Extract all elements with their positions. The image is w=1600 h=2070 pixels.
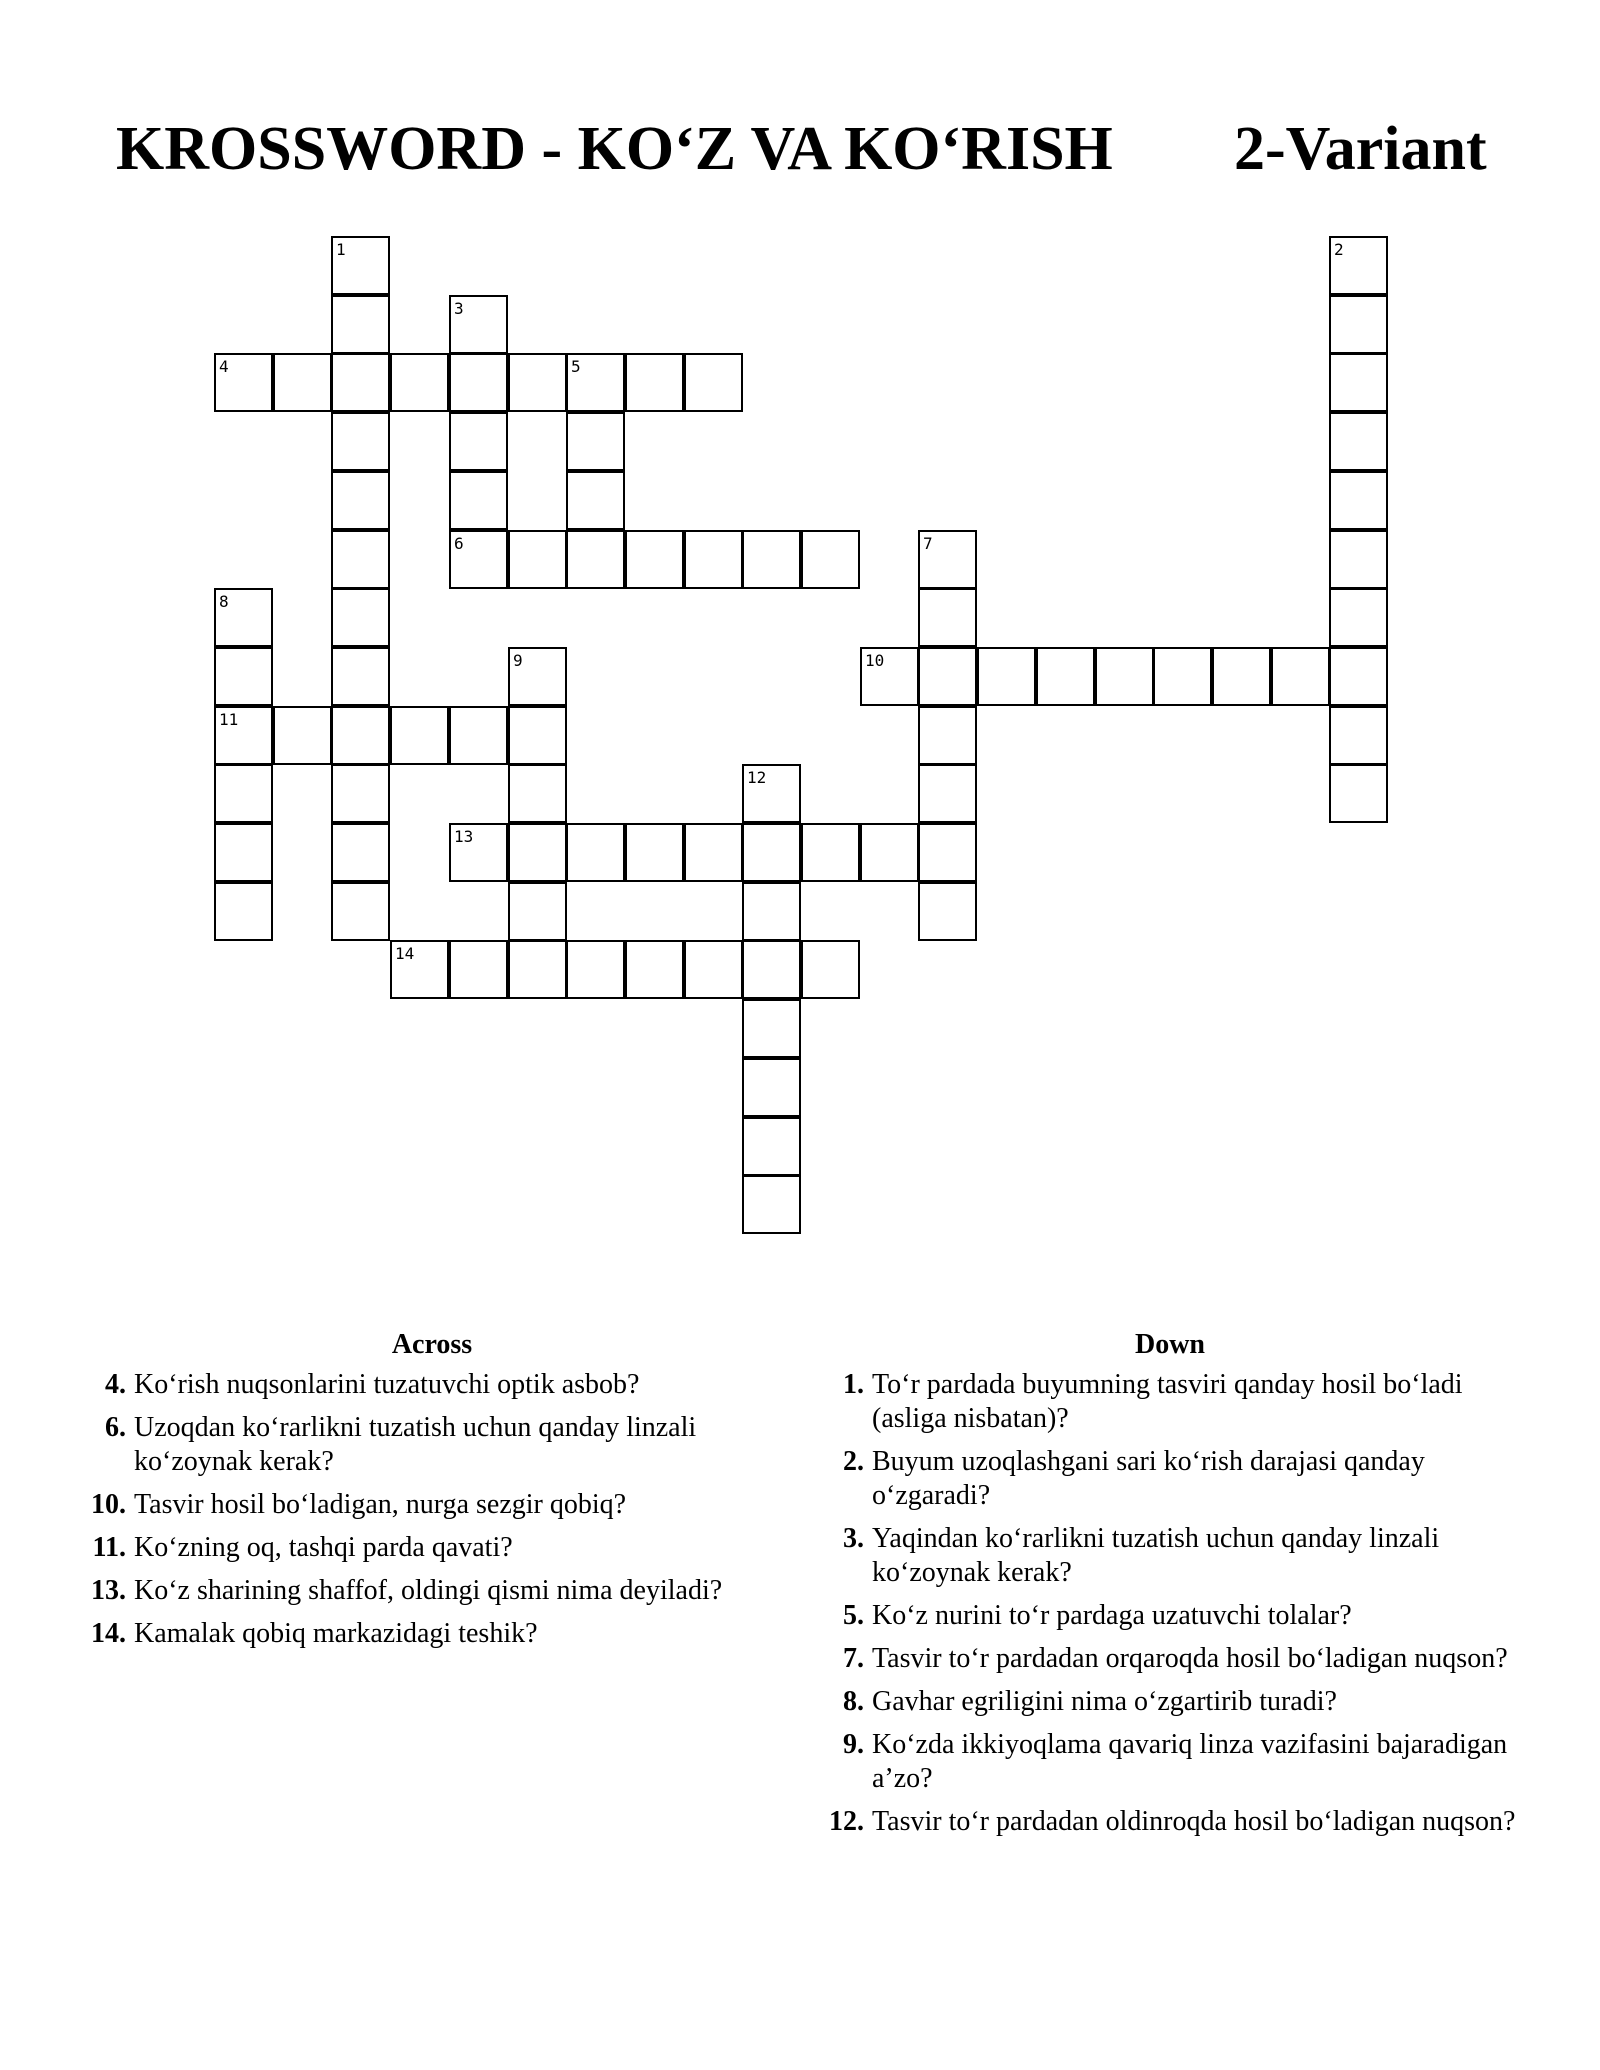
- clue-number: 5.: [843, 1600, 864, 1631]
- grid-cell[interactable]: [566, 530, 625, 589]
- grid-cell[interactable]: [508, 353, 567, 412]
- grid-cell[interactable]: [390, 353, 449, 412]
- grid-cell[interactable]: [273, 706, 332, 765]
- clue-number: 12.: [829, 1806, 864, 1837]
- grid-cell[interactable]: [801, 823, 860, 882]
- grid-cell[interactable]: [918, 882, 977, 941]
- grid-cell[interactable]: [1329, 764, 1388, 823]
- grid-cell[interactable]: [977, 647, 1036, 706]
- clue-number-label: 1: [336, 240, 346, 259]
- clue-item: [820, 1522, 1520, 1590]
- clue-number-label: 2: [1334, 240, 1344, 259]
- clue-text: Buyum uzoqlashgani sari ko‘rish darajasi qanday o‘zgaradi?: [872, 1446, 1425, 1511]
- grid-cell[interactable]: [331, 823, 390, 882]
- clue-text: To‘r pardada buyumning tasviri qanday hosil bo‘ladi (asliga nisbatan)?: [872, 1369, 1463, 1434]
- grid-cell[interactable]: [742, 530, 801, 589]
- grid-cell[interactable]: [625, 353, 684, 412]
- clue-item: [820, 1642, 1520, 1676]
- clue-text: Gavhar egriligini nima o‘zgartirib turadi?: [872, 1686, 1337, 1717]
- grid-cell[interactable]: [566, 940, 625, 999]
- grid-cell[interactable]: [508, 706, 567, 765]
- clue-number: 4.: [105, 1369, 126, 1400]
- grid-cell[interactable]: [684, 353, 743, 412]
- grid-cell[interactable]: [918, 706, 977, 765]
- grid-cell[interactable]: [214, 823, 273, 882]
- grid-cell[interactable]: [918, 764, 977, 823]
- grid-cell[interactable]: [331, 412, 390, 471]
- grid-cell[interactable]: [1329, 236, 1388, 295]
- across-clues: [82, 1328, 782, 1660]
- grid-cell[interactable]: [331, 588, 390, 647]
- page-title: KROSSWORD - KO‘Z VA KO‘RISH: [116, 115, 1113, 183]
- clue-number-label: 4: [219, 357, 229, 376]
- clue-item: [820, 1685, 1520, 1719]
- grid-cell[interactable]: [860, 823, 919, 882]
- grid-cell[interactable]: [449, 940, 508, 999]
- grid-cell[interactable]: [918, 530, 977, 589]
- clue-number-label: 3: [454, 299, 464, 318]
- grid-cell[interactable]: [331, 764, 390, 823]
- grid-cell[interactable]: [625, 823, 684, 882]
- grid-cell[interactable]: [331, 295, 390, 354]
- across-heading: Across: [391, 1329, 473, 1360]
- clue-number: 10.: [91, 1489, 126, 1520]
- grid-cell[interactable]: [331, 236, 390, 295]
- clue-number: 3.: [843, 1523, 864, 1554]
- clue-text: Kamalak qobiq markazidagi teshik?: [134, 1618, 538, 1649]
- grid-cell[interactable]: [742, 999, 801, 1058]
- clue-text: Yaqindan ko‘rarlikni tuzatish uchun qanday linzali ko‘zoynak kerak?: [872, 1523, 1440, 1588]
- clue-number: 14.: [91, 1618, 126, 1649]
- grid-cell[interactable]: [331, 706, 390, 765]
- grid-cell[interactable]: [1329, 471, 1388, 530]
- clue-number: 8.: [843, 1686, 864, 1717]
- grid-cell[interactable]: [508, 647, 567, 706]
- clue-item: [820, 1368, 1520, 1436]
- clue-number-label: 6: [454, 534, 464, 553]
- clue-item: [820, 1445, 1520, 1513]
- clue-number: 2.: [843, 1446, 864, 1477]
- grid-cell[interactable]: [1212, 647, 1271, 706]
- clue-number: 13.: [91, 1575, 126, 1606]
- variant-label: 2-Variant: [1234, 115, 1487, 183]
- clue-text: Tasvir to‘r pardadan oldinroqda hosil bo‘ladigan nuqson?: [872, 1806, 1516, 1837]
- clue-text: Ko‘z sharining shaffof, oldingi qismi nima deyiladi?: [134, 1575, 723, 1606]
- clue-item: [82, 1531, 782, 1565]
- down-heading: Down: [1134, 1329, 1205, 1360]
- grid-cell[interactable]: [331, 471, 390, 530]
- grid-cell[interactable]: [1329, 295, 1388, 354]
- grid-cell[interactable]: [214, 588, 273, 647]
- grid-cell[interactable]: [449, 295, 508, 354]
- grid-cell[interactable]: [1329, 530, 1388, 589]
- grid-cell[interactable]: [1329, 647, 1388, 706]
- clue-number: 6.: [105, 1412, 126, 1443]
- clue-text: Tasvir to‘r pardadan orqaroqda hosil bo‘ladigan nuqson?: [872, 1643, 1508, 1674]
- clue-item: [82, 1488, 782, 1522]
- grid-cell[interactable]: [1329, 412, 1388, 471]
- clue-item: [820, 1728, 1520, 1796]
- grid-cell[interactable]: [449, 823, 508, 882]
- clue-item: [82, 1411, 782, 1479]
- grid-cell[interactable]: [449, 412, 508, 471]
- clue-number-label: 14: [395, 944, 415, 963]
- down-clues: [820, 1328, 1520, 1848]
- grid-cell[interactable]: [1153, 647, 1212, 706]
- grid-cell[interactable]: [331, 647, 390, 706]
- grid-cell[interactable]: [742, 940, 801, 999]
- grid-cell[interactable]: [566, 353, 625, 412]
- clue-number-label: 10: [865, 651, 885, 670]
- grid-cell[interactable]: [273, 353, 332, 412]
- clue-number: 7.: [843, 1643, 864, 1674]
- grid-cell[interactable]: [214, 647, 273, 706]
- grid-cell[interactable]: [566, 471, 625, 530]
- grid-cell[interactable]: [390, 706, 449, 765]
- grid-cell[interactable]: [918, 647, 977, 706]
- grid-cell[interactable]: [742, 1175, 801, 1234]
- grid-cell[interactable]: [508, 530, 567, 589]
- clue-text: Uzoqdan ko‘rarlikni tuzatish uchun qanday linzali ko‘zoynak kerak?: [134, 1412, 697, 1477]
- grid-cell[interactable]: [684, 940, 743, 999]
- grid-cell[interactable]: [566, 412, 625, 471]
- clue-number: 9.: [843, 1729, 864, 1760]
- grid-cell[interactable]: [449, 530, 508, 589]
- grid-cell[interactable]: [684, 530, 743, 589]
- grid-cell[interactable]: [742, 882, 801, 941]
- grid-cell[interactable]: [331, 353, 390, 412]
- grid-cell[interactable]: [742, 1117, 801, 1176]
- clue-number-label: 13: [454, 827, 474, 846]
- grid-cell[interactable]: [508, 940, 567, 999]
- grid-cell[interactable]: [742, 823, 801, 882]
- grid-cell[interactable]: [508, 882, 567, 941]
- grid-cell[interactable]: [684, 823, 743, 882]
- clue-item: [82, 1368, 782, 1402]
- clue-number: 11.: [92, 1532, 126, 1563]
- grid-cell[interactable]: [331, 882, 390, 941]
- clue-item: [82, 1617, 782, 1651]
- grid-cell[interactable]: [742, 764, 801, 823]
- clue-number-label: 5: [571, 357, 581, 376]
- grid-cell[interactable]: [918, 588, 977, 647]
- grid-cell[interactable]: [625, 940, 684, 999]
- grid-cell[interactable]: [214, 706, 273, 765]
- grid-cell[interactable]: [449, 353, 508, 412]
- grid-cell[interactable]: [742, 1058, 801, 1117]
- grid-cell[interactable]: [1036, 647, 1095, 706]
- grid-cell[interactable]: [390, 940, 449, 999]
- clue-number: 1.: [843, 1369, 864, 1400]
- grid-cell[interactable]: [801, 530, 860, 589]
- clue-number-label: 11: [219, 710, 239, 729]
- grid-cell[interactable]: [214, 353, 273, 412]
- clue-text: Ko‘zning oq, tashqi parda qavati?: [134, 1532, 513, 1563]
- grid-cell[interactable]: [625, 530, 684, 589]
- grid-cell[interactable]: [331, 530, 390, 589]
- clue-number-label: 12: [747, 768, 767, 787]
- grid-cell[interactable]: [508, 764, 567, 823]
- clue-text: Ko‘z nurini to‘r pardaga uzatuvchi tolalar?: [872, 1600, 1352, 1631]
- grid-cell[interactable]: [508, 823, 567, 882]
- grid-cell[interactable]: [449, 706, 508, 765]
- grid-cell[interactable]: [1095, 647, 1154, 706]
- grid-cell[interactable]: [801, 940, 860, 999]
- grid-cell[interactable]: [1271, 647, 1330, 706]
- clue-text: Ko‘zda ikkiyoqlama qavariq linza vazifasini bajaradigan a’zo?: [872, 1729, 1508, 1794]
- clue-text: Ko‘rish nuqsonlarini tuzatuvchi optik asbob?: [134, 1369, 640, 1400]
- clue-item: [820, 1599, 1520, 1633]
- grid-cell[interactable]: [1329, 706, 1388, 765]
- clue-item: [82, 1574, 782, 1608]
- grid-cell[interactable]: [860, 647, 919, 706]
- grid-cell[interactable]: [1329, 588, 1388, 647]
- clue-item: [820, 1805, 1520, 1839]
- clue-number-label: 7: [923, 534, 933, 553]
- grid-cell[interactable]: [566, 823, 625, 882]
- grid-cell[interactable]: [918, 823, 977, 882]
- clue-text: Tasvir hosil bo‘ladigan, nurga sezgir qobiq?: [134, 1489, 627, 1520]
- clue-number-label: 9: [513, 651, 523, 670]
- grid-cell[interactable]: [449, 471, 508, 530]
- clue-number-label: 8: [219, 592, 229, 611]
- grid-cell[interactable]: [1329, 353, 1388, 412]
- grid-cell[interactable]: [214, 764, 273, 823]
- grid-cell[interactable]: [214, 882, 273, 941]
